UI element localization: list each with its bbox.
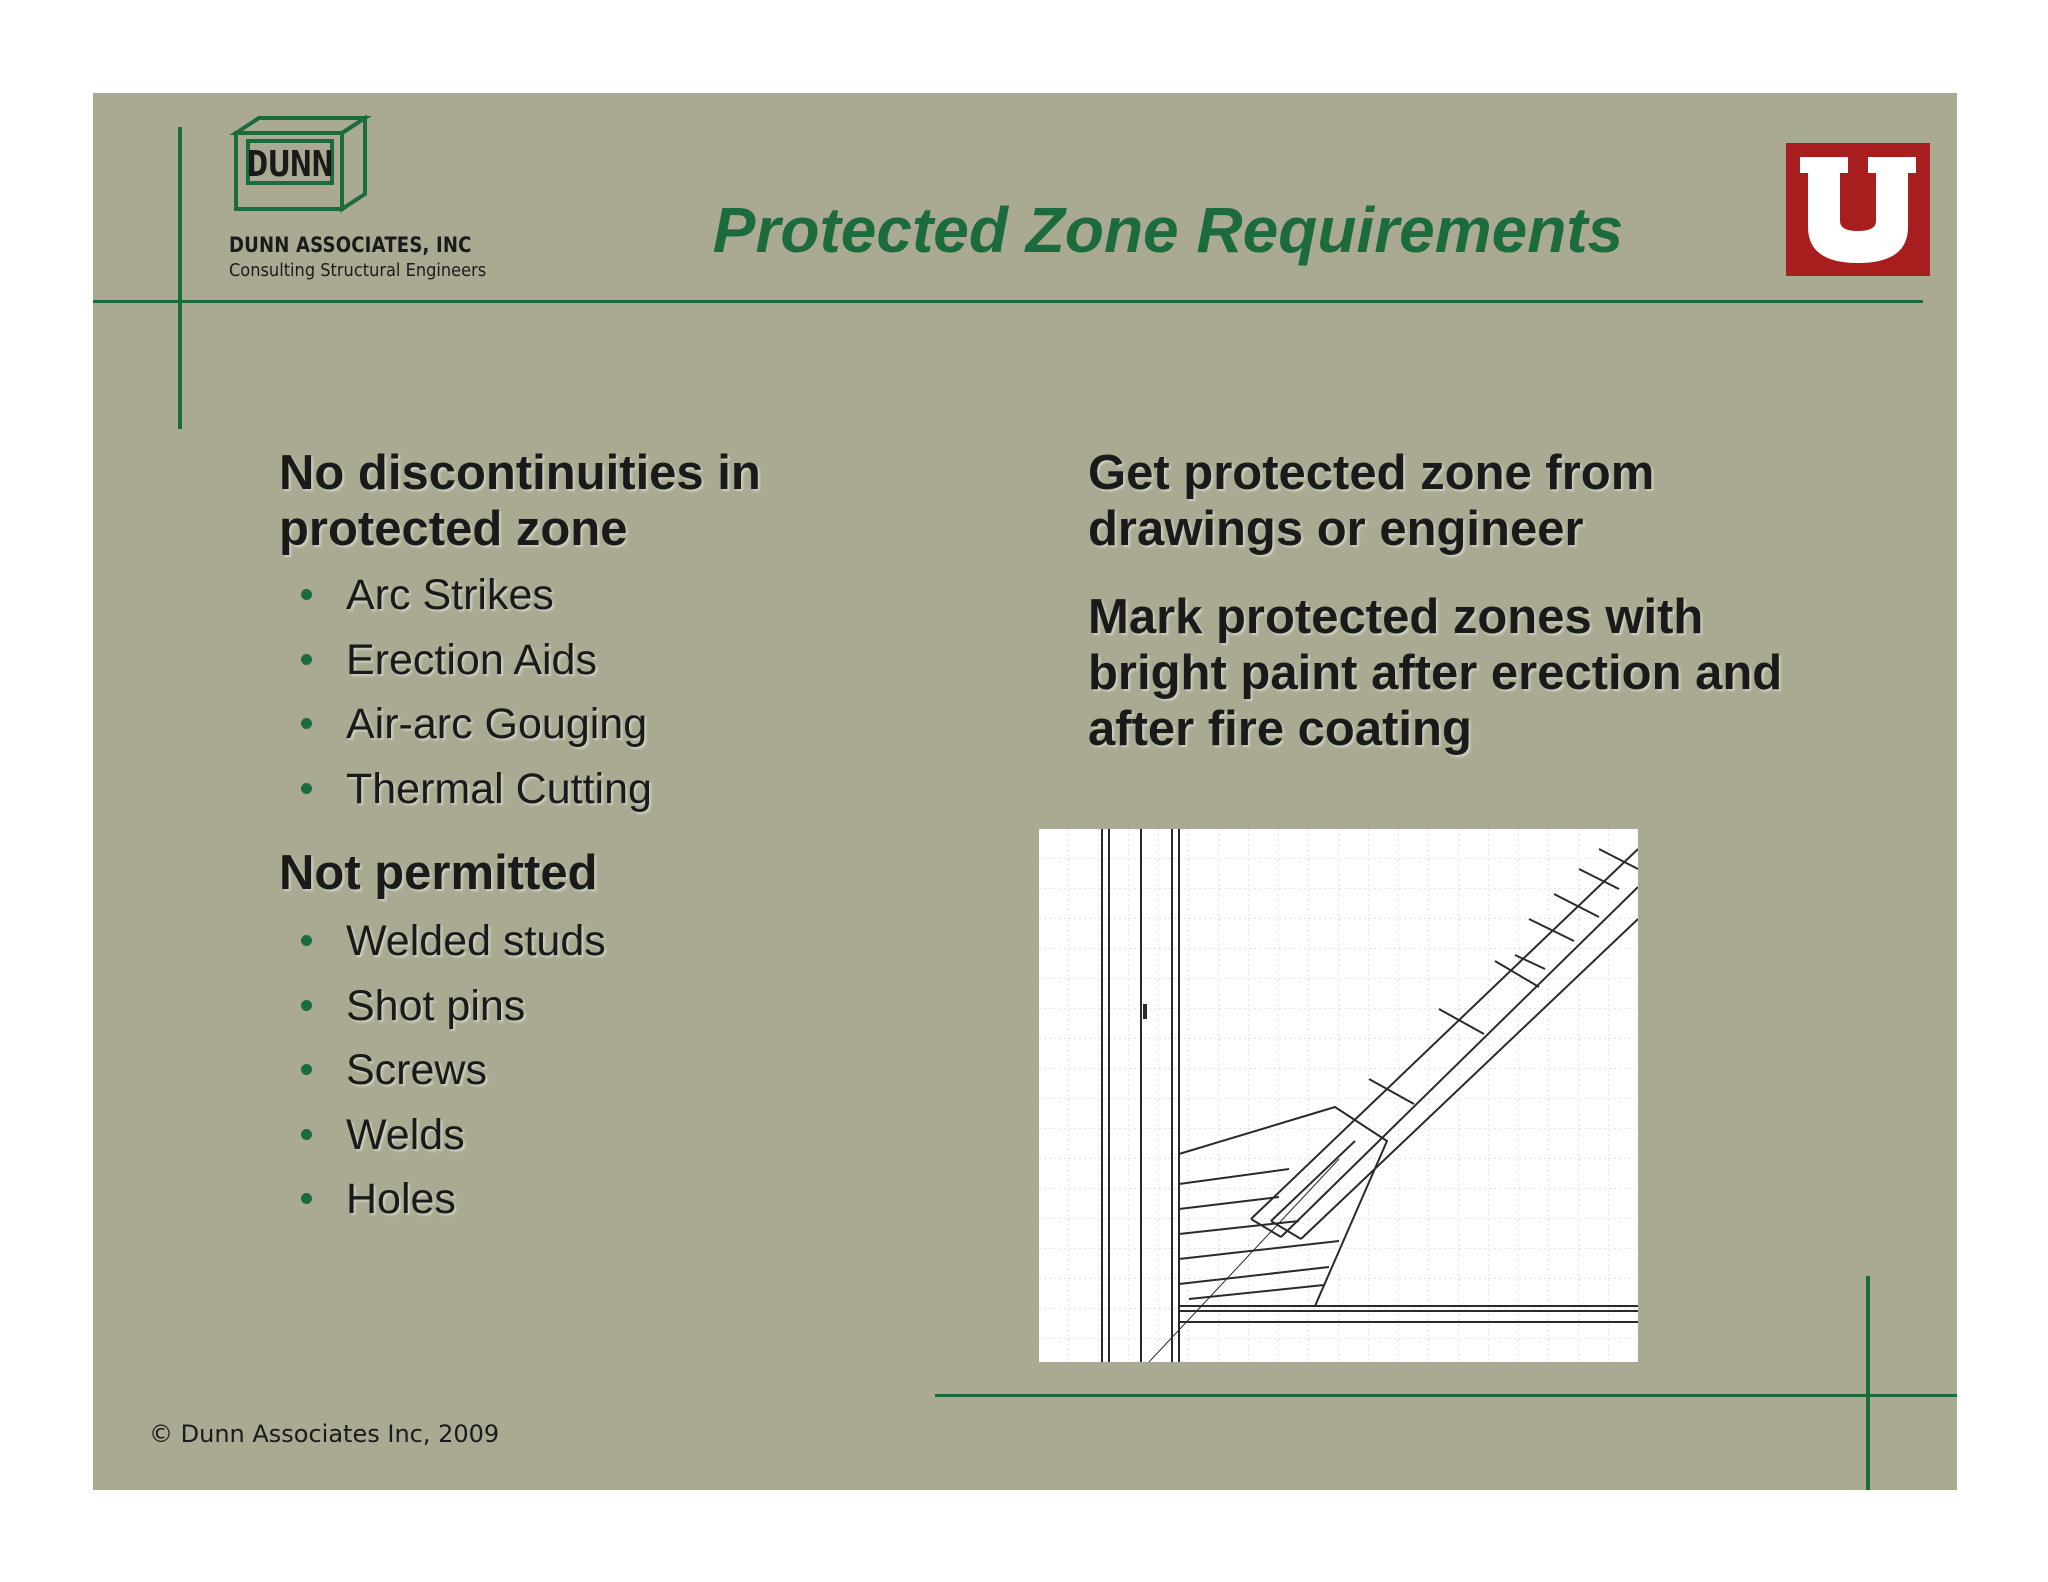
list-item	[279, 696, 652, 761]
list-item-label: Holes	[346, 1175, 456, 1223]
bullet-icon	[301, 1129, 312, 1140]
paragraph-get-protected-zone	[1088, 445, 1654, 557]
list-item-label: Thermal Cutting	[346, 764, 652, 813]
list-item	[279, 1107, 606, 1172]
heading-no-discontinuities	[279, 445, 761, 557]
paragraph-line: Mark protected zones with	[1088, 590, 1704, 644]
bullet-icon	[301, 783, 312, 794]
paragraph-line: drawings or engineer	[1088, 502, 1584, 556]
bullet-icon	[301, 935, 312, 946]
bullet-icon	[301, 589, 312, 600]
dunn-box-icon	[203, 115, 493, 235]
list-item	[279, 632, 652, 697]
list-item	[279, 1171, 606, 1236]
paragraph-line: bright paint after erection and	[1088, 646, 1783, 700]
brace-connection-drawing	[1039, 829, 1638, 1362]
logo-mark-text: DUNN	[246, 144, 334, 185]
list-item	[279, 1042, 606, 1107]
slide-title: Protected Zone Requirements	[712, 194, 1624, 266]
copyright-notice: © Dunn Associates Inc, 2009	[149, 1420, 500, 1448]
top-vertical-rule	[178, 127, 182, 429]
logo-tagline: Consulting Structural Engineers	[229, 260, 487, 281]
list-item-label: Screws	[346, 1046, 487, 1094]
list-item-label: Erection Aids	[346, 635, 597, 684]
dunn-logo	[203, 115, 493, 295]
discontinuities-list	[279, 567, 652, 825]
bottom-horizontal-rule	[935, 1394, 1957, 1397]
list-item	[279, 761, 652, 826]
heading-not-permitted: Not permitted	[279, 846, 598, 900]
list-item-label: Air-arc Gouging	[346, 700, 648, 748]
paragraph-line: after fire coating	[1088, 702, 1472, 756]
bullet-icon	[301, 1000, 312, 1011]
header-horizontal-rule	[93, 300, 1923, 303]
bullet-icon	[301, 654, 312, 665]
bullet-icon	[301, 1193, 312, 1204]
paragraph-line: Get protected zone from	[1088, 446, 1655, 500]
bottom-vertical-rule	[1866, 1276, 1870, 1490]
list-item	[279, 567, 652, 632]
heading-line: protected zone	[279, 502, 628, 556]
bullet-icon	[301, 718, 312, 729]
paragraph-mark-protected-zones	[1088, 589, 1782, 757]
logo-company-name: DUNN ASSOCIATES, INC	[229, 233, 472, 257]
bullet-icon	[301, 1064, 312, 1075]
list-item-label: Welded studs	[346, 917, 606, 965]
list-item	[279, 978, 606, 1043]
not-permitted-list	[279, 913, 606, 1236]
block-u-icon	[1786, 143, 1930, 276]
list-item-label: Shot pins	[346, 981, 526, 1030]
heading-line: No discontinuities in	[279, 446, 761, 500]
slide	[93, 93, 1957, 1490]
list-item	[279, 913, 606, 978]
list-item-label: Arc Strikes	[346, 571, 554, 619]
list-item-label: Welds	[346, 1110, 465, 1159]
